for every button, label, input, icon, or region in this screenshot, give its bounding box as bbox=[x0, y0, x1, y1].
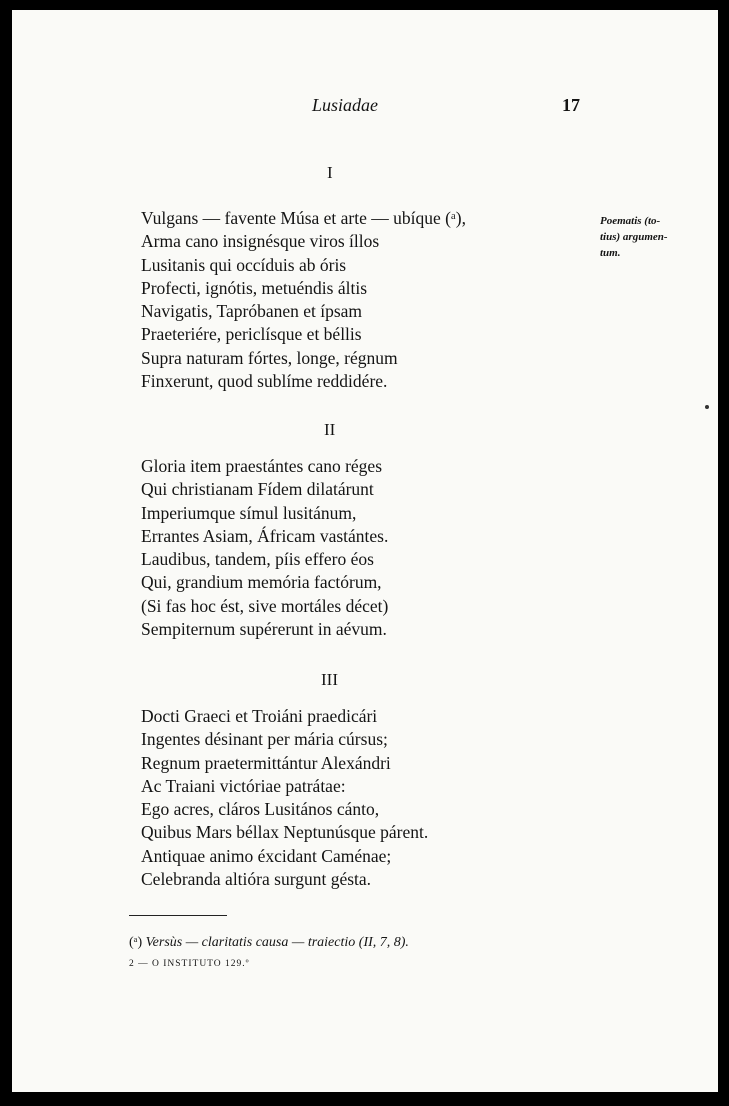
verse-line: Qui, grandium memória factórum, bbox=[141, 572, 382, 593]
verse-line: Ac Traiani victóriae patrátae: bbox=[141, 775, 346, 796]
verse-line: Sempiternum supérerunt in aévum. bbox=[141, 619, 387, 640]
stanza-3 bbox=[141, 705, 428, 891]
verse-line: Finxerunt, quod sublíme reddidére. bbox=[141, 371, 388, 392]
footnote-text: Versùs — claritatis causa — traiectio bbox=[145, 935, 356, 950]
verse-line: Supra naturam fórtes, longe, régnum bbox=[141, 347, 398, 368]
verse-line: Profecti, ignótis, metuéndis áltis bbox=[141, 277, 368, 298]
stanza-1 bbox=[141, 207, 466, 393]
footnote-marker: (ᵃ) bbox=[129, 935, 143, 950]
ink-speck bbox=[705, 405, 709, 409]
footnote-divider bbox=[129, 915, 227, 916]
page-number: 17 bbox=[562, 95, 580, 115]
verse-line: Celebranda altióra surgunt gésta. bbox=[141, 869, 372, 890]
running-header-title: Lusiadae bbox=[312, 95, 379, 115]
verse-line: Docti Graeci et Troiáni praedicári bbox=[141, 706, 378, 726]
stanza-2 bbox=[141, 455, 388, 641]
verse-line: Laudibus, tandem, píis effero éos bbox=[141, 549, 374, 570]
verse-line: Qui christianam Fídem dilatárunt bbox=[141, 479, 374, 500]
verse-line: (Si fas hoc ést, sive mortáles décet) bbox=[141, 595, 389, 616]
verse-line: Lusitanis qui occíduis ab óris bbox=[141, 254, 347, 275]
footnote bbox=[129, 935, 409, 951]
verse-line: Errantes Asiam, Áfricam vastántes. bbox=[141, 525, 389, 546]
margin-note-line: Poematis (to- bbox=[600, 215, 661, 227]
verse-line: Arma cano insignésque viros íllos bbox=[141, 231, 380, 252]
stanza-numeral-1: I bbox=[327, 163, 333, 182]
verse-line: Regnum praetermittántur Alexándri bbox=[141, 752, 391, 773]
verse-line: Vulgans — favente Músa et arte — ubíque (ᵃ), bbox=[141, 208, 466, 228]
margin-note-line: tum. bbox=[600, 247, 621, 259]
book-page bbox=[12, 10, 718, 1092]
verse-line: Quibus Mars béllax Neptunúsque párent. bbox=[141, 822, 429, 843]
verse-line: Navigatis, Tapróbanen et ípsam bbox=[141, 301, 363, 322]
verse-line: Ingentes désinant per mária cúrsus; bbox=[141, 729, 388, 750]
verse-line: Imperiumque símul lusitánum, bbox=[141, 502, 357, 523]
stanza-numeral-3: III bbox=[321, 670, 338, 689]
printer-signature: 2 — O INSTITUTO 129.º bbox=[129, 959, 250, 969]
footnote-reference: (II, 7, 8). bbox=[358, 935, 409, 950]
margin-note-line: tius) argumen- bbox=[600, 231, 668, 243]
verse-line: Antiquae animo éxcidant Caménae; bbox=[141, 845, 392, 866]
verse-line: Praeteriére, periclísque et béllis bbox=[141, 324, 362, 345]
stanza-numeral-2: II bbox=[324, 420, 336, 439]
margin-note bbox=[600, 213, 668, 261]
verse-line: Ego acres, cláros Lusitános cánto, bbox=[141, 799, 380, 820]
verse-line: Gloria item praestántes cano réges bbox=[141, 456, 383, 476]
